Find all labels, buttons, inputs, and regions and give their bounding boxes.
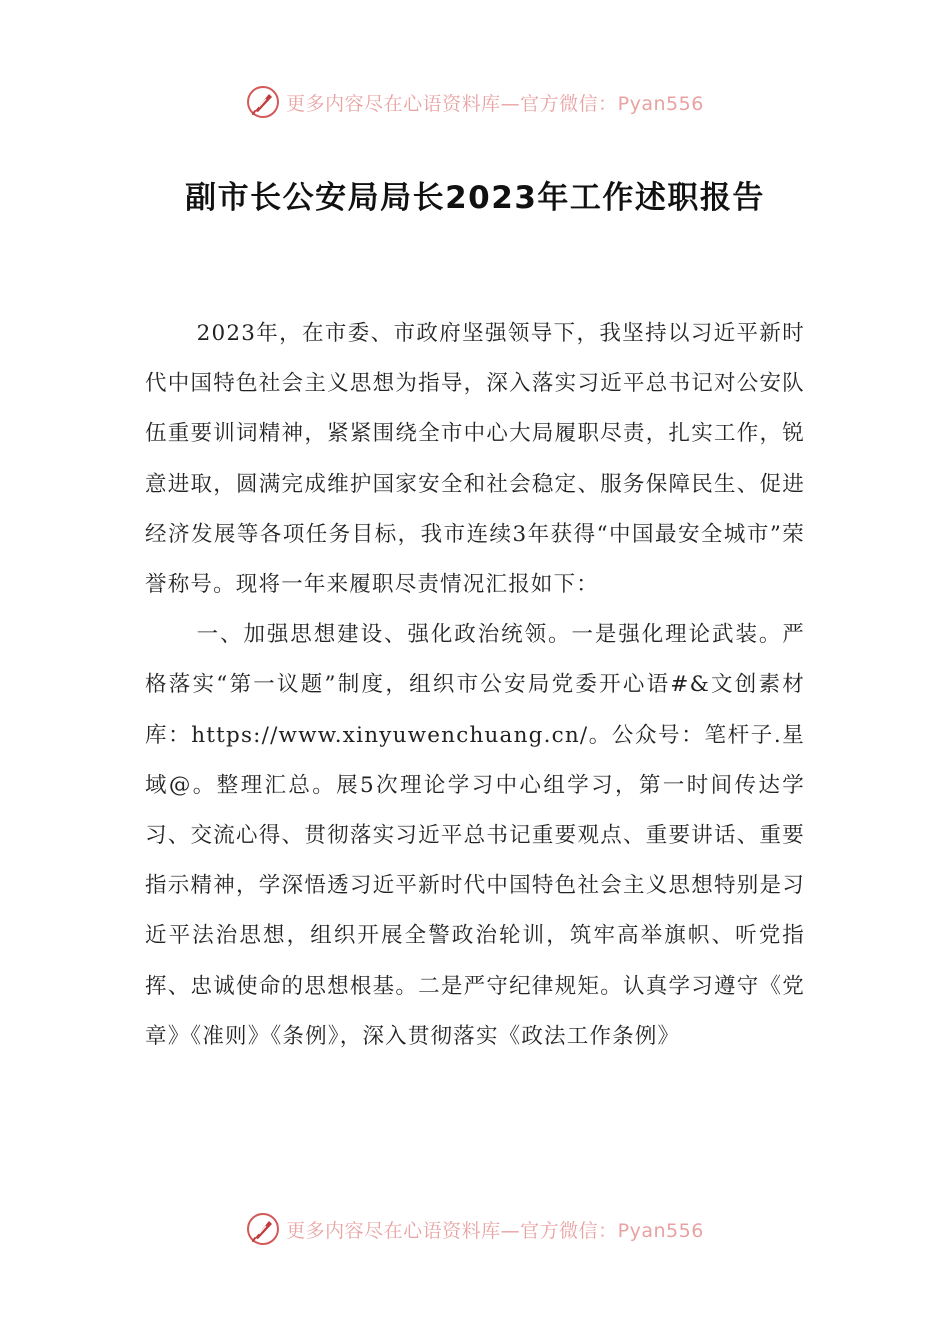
watermark-header xyxy=(0,80,950,124)
document-title: 副市长公安局局长2023年工作述职报告 xyxy=(185,180,765,216)
quill-logo-icon xyxy=(246,1212,280,1246)
watermark-footer xyxy=(0,1207,950,1251)
document-body xyxy=(145,309,805,1157)
watermark-text: 更多内容尽在心语资料库—官方微信：Pyan556 xyxy=(286,1219,704,1242)
paragraph-section-one: 一、加强思想建设、强化政治统领。一是强化理论武装。严格落实“第一议题”制度，组织市公安局党委开心语#&文创素材库：https://www.xinyuwenchuang.cn/。公众号：笔杆子.星域@。整理汇总。展5次理论学习中心组学习，第一时间传达学习、交流心得、贯彻落实习近平总书记重要观点、重要讲话、重要指示精神，学深悟透习近平新时代中国特色社会主义思想特别是习近平法治思想，组织开展全警政治轮训，筑牢高举旗帜、听党指挥、忠诚使命的思想根基。二是严守纪律规矩。认真学习遵守《党章》《准则》《条例》，深入贯彻落实《政法工作条例》 xyxy=(145,622,805,1049)
watermark-text: 更多内容尽在心语资料库—官方微信：Pyan556 xyxy=(286,92,704,115)
quill-logo-icon xyxy=(246,85,280,119)
paragraph-intro: 2023年，在市委、市政府坚强领导下，我坚持以习近平新时代中国特色社会主义思想为指导，深入落实习近平总书记对公安队伍重要训词精神，紧紧围绕全市中心大局履职尽责，扎实工作，锐意进取，圆满完成维护国家安全和社会稳定、服务保障民生、促进经济发展等各项任务目标，我市连续3年获得“中国最安全城市”荣誉称号。现将一年来履职尽责情况汇报如下： xyxy=(145,321,805,598)
